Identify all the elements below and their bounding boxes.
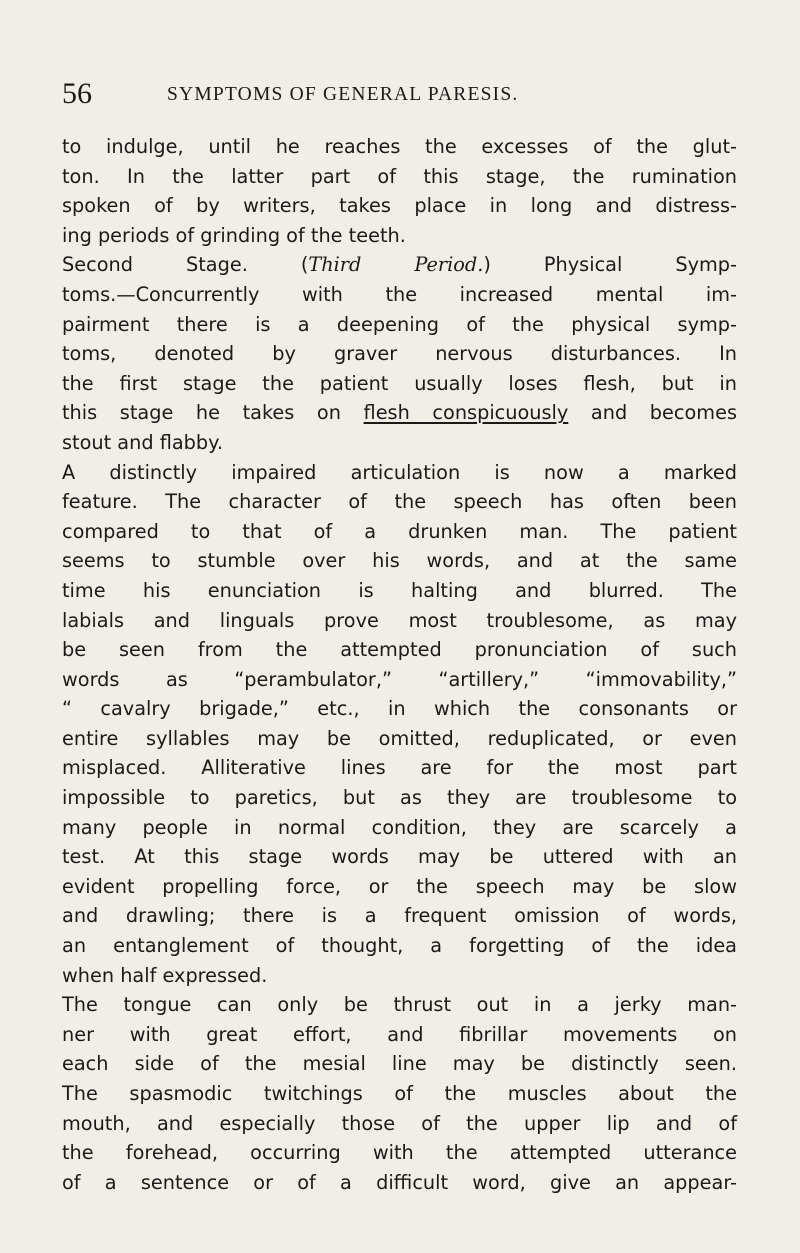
text-line: of a sentence or of a difficult word, give an appear- bbox=[62, 1170, 737, 1194]
text-line: The spasmodic twitchings of the muscles about the bbox=[62, 1082, 737, 1105]
text-line: toms.—Concurrently with the increased mental im- bbox=[62, 282, 737, 306]
text-line: stout and flabby. bbox=[62, 430, 223, 454]
text-line bbox=[62, 250, 737, 280]
page-header bbox=[62, 74, 737, 114]
text-line: each side of the mesial line may be distinctly seen. bbox=[62, 1052, 737, 1076]
text-line: test. At this stage words may be uttered with an bbox=[62, 845, 737, 869]
text-line: be seen from the attempted pronunciation of such bbox=[62, 638, 737, 662]
text-line bbox=[62, 398, 737, 428]
text-line: to indulge, until he reaches the excesses of the glut- bbox=[62, 135, 737, 158]
text-line: and drawling; there is a frequent omission of words, bbox=[62, 904, 737, 928]
text-line: ing periods of grinding of the teeth. bbox=[62, 223, 406, 247]
underlined-text: flesh conspicuously bbox=[363, 401, 569, 425]
text-line: words as “perambulator,” “artillery,” “immovability,” bbox=[62, 667, 737, 691]
text-segment: and becomes bbox=[568, 401, 737, 425]
text-line: labials and linguals prove most troublesome, as may bbox=[62, 608, 737, 632]
text-line: entire syllables may be omitted, reduplicated, or even bbox=[62, 726, 737, 750]
text-line: the first stage the patient usually loses flesh, but in bbox=[62, 371, 737, 395]
text-line: mouth, and especially those of the upper lip and of bbox=[62, 1111, 737, 1135]
text-line: an entanglement of thought, a forgetting of the idea bbox=[62, 934, 737, 958]
text-line: the forehead, occurring with the attempted utterance bbox=[62, 1141, 737, 1165]
text-segment: Second Stage. ( bbox=[62, 253, 309, 277]
text-line: impossible to paretics, but as they are troublesome to bbox=[62, 786, 737, 810]
text-line: time his enunciation is halting and blurred. The bbox=[62, 578, 737, 602]
text-line: many people in normal condition, they are scarcely a bbox=[62, 815, 737, 839]
text-line: “ cavalry brigade,” etc., in which the consonants or bbox=[62, 697, 737, 721]
text-line: ton. In the latter part of this stage, the rumination bbox=[62, 164, 737, 188]
text-line: seems to stumble over his words, and at the same bbox=[62, 549, 737, 573]
body-text bbox=[62, 132, 737, 1197]
italic-text: Third Period. bbox=[308, 253, 484, 277]
page-number: 56 bbox=[62, 77, 92, 110]
text-line: spoken of by writers, takes place in long and distress- bbox=[62, 194, 737, 218]
text-segment: this stage he takes on bbox=[62, 401, 364, 425]
text-line: pairment there is a deepening of the physical symp- bbox=[62, 312, 737, 336]
text-line: ner with great effort, and fibrillar movements on bbox=[62, 1022, 737, 1046]
text-line: toms, denoted by graver nervous disturbances. In bbox=[62, 342, 737, 366]
text-line: The tongue can only be thrust out in a jerky man- bbox=[62, 993, 737, 1017]
text-line: compared to that of a drunken man. The patient bbox=[62, 519, 737, 543]
text-line: evident propelling force, or the speech may be slow bbox=[62, 874, 737, 898]
text-line: feature. The character of the speech has often been bbox=[62, 490, 737, 514]
running-head: SYMPTOMS OF GENERAL PARESIS. bbox=[167, 84, 519, 105]
text-line: misplaced. Alliterative lines are for the most part bbox=[62, 756, 737, 780]
text-line: A distinctly impaired articulation is now a marked bbox=[62, 460, 737, 484]
text-segment: ) Physical Symp- bbox=[483, 253, 737, 277]
text-line: when half expressed. bbox=[62, 963, 268, 987]
